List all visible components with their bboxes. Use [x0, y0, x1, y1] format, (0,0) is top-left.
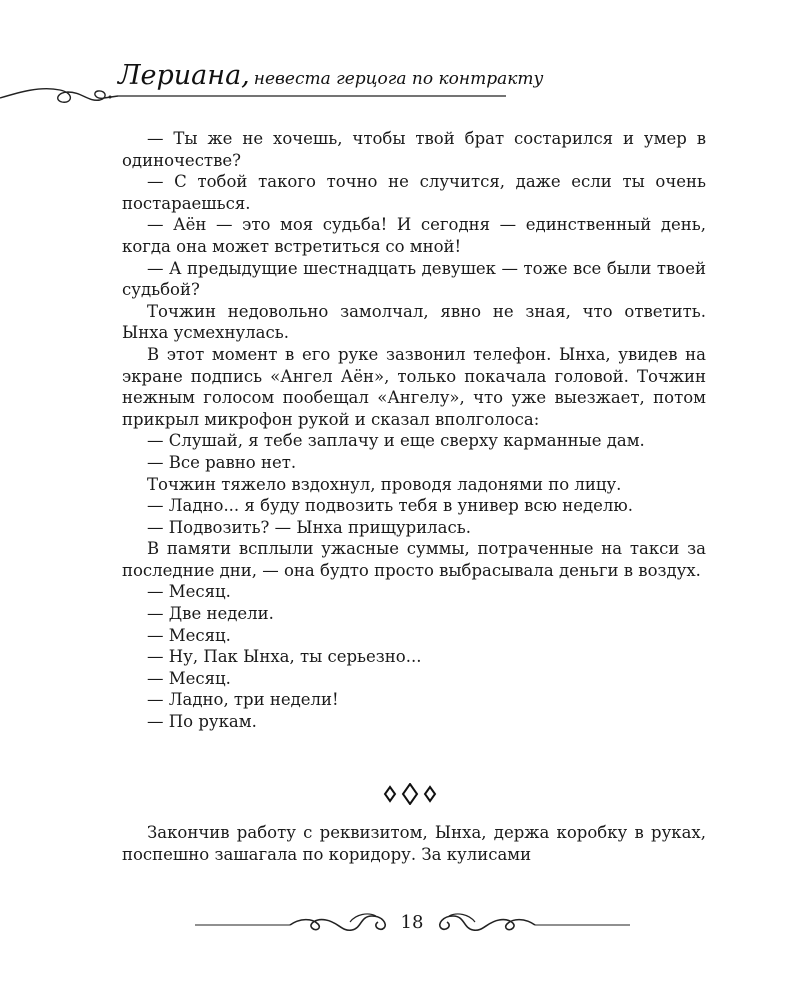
paragraph: — Все равно нет. [147, 452, 297, 472]
main-text [122, 128, 706, 733]
paragraph: — Месяц. [147, 582, 231, 602]
paragraph: — Ну, Пак Ынха, ты серьезно... [147, 647, 422, 667]
book-title [118, 60, 543, 91]
paragraph: — Аён — это моя судьба! И сегодня — единственный день, когда она может встретиться со мной! [122, 215, 706, 256]
paragraph: — Подвозить? — Ынха прищурилась. [147, 517, 471, 537]
paragraph: — С тобой такого точно не случится, даже если ты очень постараешься. [122, 172, 706, 213]
section-divider-icon [380, 783, 440, 805]
paragraph: — Ты же не хочешь, чтобы твой брат состарился и умер в одиночестве? [122, 129, 706, 170]
paragraph: — Ладно... я буду подвозить тебя в универ всю неделю. [147, 496, 633, 516]
paragraph: — А предыдущие шестнадцать девушек — тоже все были твоей судьбой? [122, 258, 706, 300]
paragraph: В памяти всплыли ужасные суммы, потраченные на такси за последние дни, — она будто просто выбрасывала деньги в воздух. [122, 539, 706, 580]
paragraph: — Слушай, я тебе заплачу и еще сверху карманные дам. [147, 431, 645, 451]
paragraph: — Месяц. [147, 625, 231, 645]
paragraph: Точжин тяжело вздохнул, проводя ладонями по лицу. [147, 474, 622, 494]
page-number: 18 [400, 912, 424, 933]
paragraph: Закончив работу с реквизитом, Ынха, держа коробку в руках, поспешно зашагала по коридору. За кулисами [122, 823, 706, 864]
book-title-sub: невеста герцога по контракту [253, 69, 544, 89]
continued-text [122, 822, 706, 865]
paragraph: — Месяц. [147, 668, 231, 688]
paragraph: — Две недели. [147, 604, 274, 624]
book-title-main: Лериана, [118, 60, 250, 91]
page-footer [0, 904, 800, 944]
paragraph: В этот момент в его руке зазвонил телефон. Ынха, увидев на экране подпись «Ангел Аён», только покачала головой. Точжин нежным голосом пообещал «Ангелу», что уже выезжает, потом прикрыл микрофон рукой и сказал вполголоса: [122, 344, 706, 429]
paragraph: Точжин недовольно замолчал, явно не зная, что ответить. Ынха усмехнулась. [122, 301, 706, 343]
paragraph: — Ладно, три недели! [147, 690, 339, 710]
paragraph: — По рукам. [147, 712, 257, 732]
running-header [0, 52, 800, 112]
